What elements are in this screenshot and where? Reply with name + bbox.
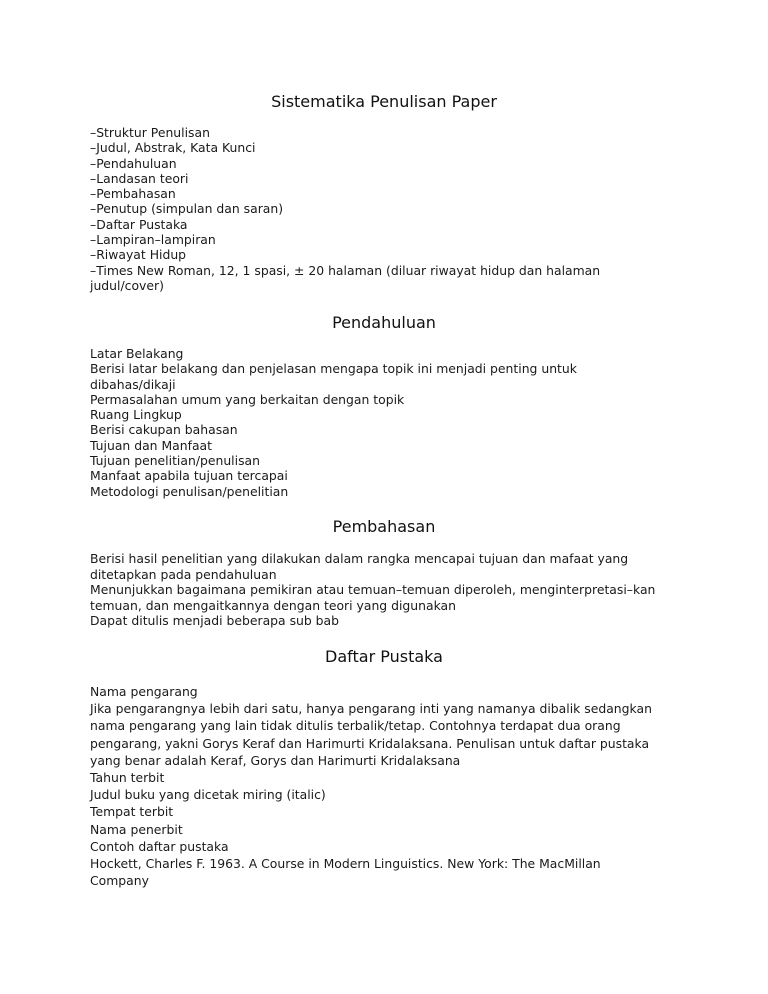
- pendahuluan-line: Permasalahan umum yang berkaitan dengan topik: [90, 391, 405, 407]
- pembahasan-line: Dapat ditulis menjadi beberapa sub bab: [90, 613, 340, 628]
- daftar-pustaka-line: pengarang, yakni Gorys Keraf dan Harimurti Kridalaksana. Penulisan untuk daftar pustaka: [90, 735, 650, 751]
- section-heading-pendahuluan: Pendahuluan: [332, 313, 436, 332]
- pendahuluan-line: Berisi latar belakang dan penjelasan mengapa topik ini menjadi penting untuk: [90, 361, 577, 377]
- daftar-pustaka-line: Tempat terbit: [90, 804, 174, 820]
- daftar-pustaka-line: yang benar adalah Keraf, Gorys dan Harimurti Kridalaksana: [90, 752, 461, 768]
- daftar-pustaka-line: Tahun terbit: [90, 770, 165, 786]
- section-heading-pembahasan: Pembahasan: [332, 517, 436, 536]
- pendahuluan-line: dibahas/dikaji: [90, 376, 176, 392]
- intro-line: –Lampiran–lampiran: [90, 232, 216, 248]
- pendahuluan-line: Tujuan penelitian/penulisan: [90, 453, 260, 469]
- intro-line: –Times New Roman, 12, 1 spasi, ± 20 halaman (diluar riwayat hidup dan halaman: [90, 262, 601, 278]
- daftar-pustaka-line: Contoh daftar pustaka: [90, 838, 229, 854]
- intro-line: judul/cover): [90, 277, 164, 293]
- intro-line: –Judul, Abstrak, Kata Kunci: [90, 140, 256, 156]
- pendahuluan-line: Latar Belakang: [90, 346, 184, 361]
- pembahasan-line: Berisi hasil penelitian yang dilakukan dalam rangka mencapai tujuan dan mafaat yang: [90, 551, 629, 566]
- daftar-pustaka-line: Nama pengarang: [90, 684, 198, 699]
- pendahuluan-line: Berisi cakupan bahasan: [90, 422, 238, 438]
- intro-line: –Landasan teori: [90, 170, 189, 186]
- intro-list: [90, 125, 650, 293]
- intro-line: –Daftar Pustaka: [90, 216, 188, 232]
- pendahuluan-line: Metodologi penulisan/penelitian: [90, 483, 289, 499]
- intro-line: –Pembahasan: [90, 186, 176, 202]
- pendahuluan-line: Ruang Lingkup: [90, 407, 182, 423]
- intro-line: –Pendahuluan: [90, 155, 177, 171]
- pendahuluan-body: [90, 346, 650, 499]
- pembahasan-body: [90, 551, 656, 629]
- daftar-pustaka-line: Jika pengarangnya lebih dari satu, hanya pengarang inti yang namanya dibalik sedangkan: [90, 701, 652, 717]
- pendahuluan-line: Manfaat apabila tujuan tercapai: [90, 468, 288, 484]
- daftar-pustaka-line: Company: [90, 873, 149, 889]
- daftar-pustaka-line: nama pengarang yang lain tidak ditulis terbalik/tetap. Contohnya terdapat dua orang: [90, 718, 621, 734]
- pendahuluan-line: Tujuan dan Manfaat: [90, 437, 213, 453]
- pembahasan-line: Menunjukkan bagaimana pemikiran atau temuan–temuan diperoleh, menginterpretasi–kan: [90, 582, 656, 597]
- document-title: Sistematika Penulisan Paper: [271, 92, 497, 111]
- section-heading-daftar-pustaka: Daftar Pustaka: [325, 647, 443, 666]
- daftar-pustaka-line: Nama penerbit: [90, 821, 183, 837]
- daftar-pustaka-line: Hockett, Charles F. 1963. A Course in Modern Linguistics. New York: The MacMillan: [90, 856, 601, 872]
- daftar-pustaka-line: Judul buku yang dicetak miring (italic): [90, 787, 326, 803]
- pembahasan-line: ditetapkan pada pendahuluan: [90, 566, 277, 582]
- intro-line: –Riwayat Hidup: [90, 247, 187, 263]
- pembahasan-line: temuan, dan mengaitkannya dengan teori yang digunakan: [90, 597, 456, 613]
- intro-line: –Struktur Penulisan: [90, 125, 210, 140]
- intro-line: –Penutup (simpulan dan saran): [90, 201, 284, 217]
- daftar-pustaka-body: [90, 683, 650, 889]
